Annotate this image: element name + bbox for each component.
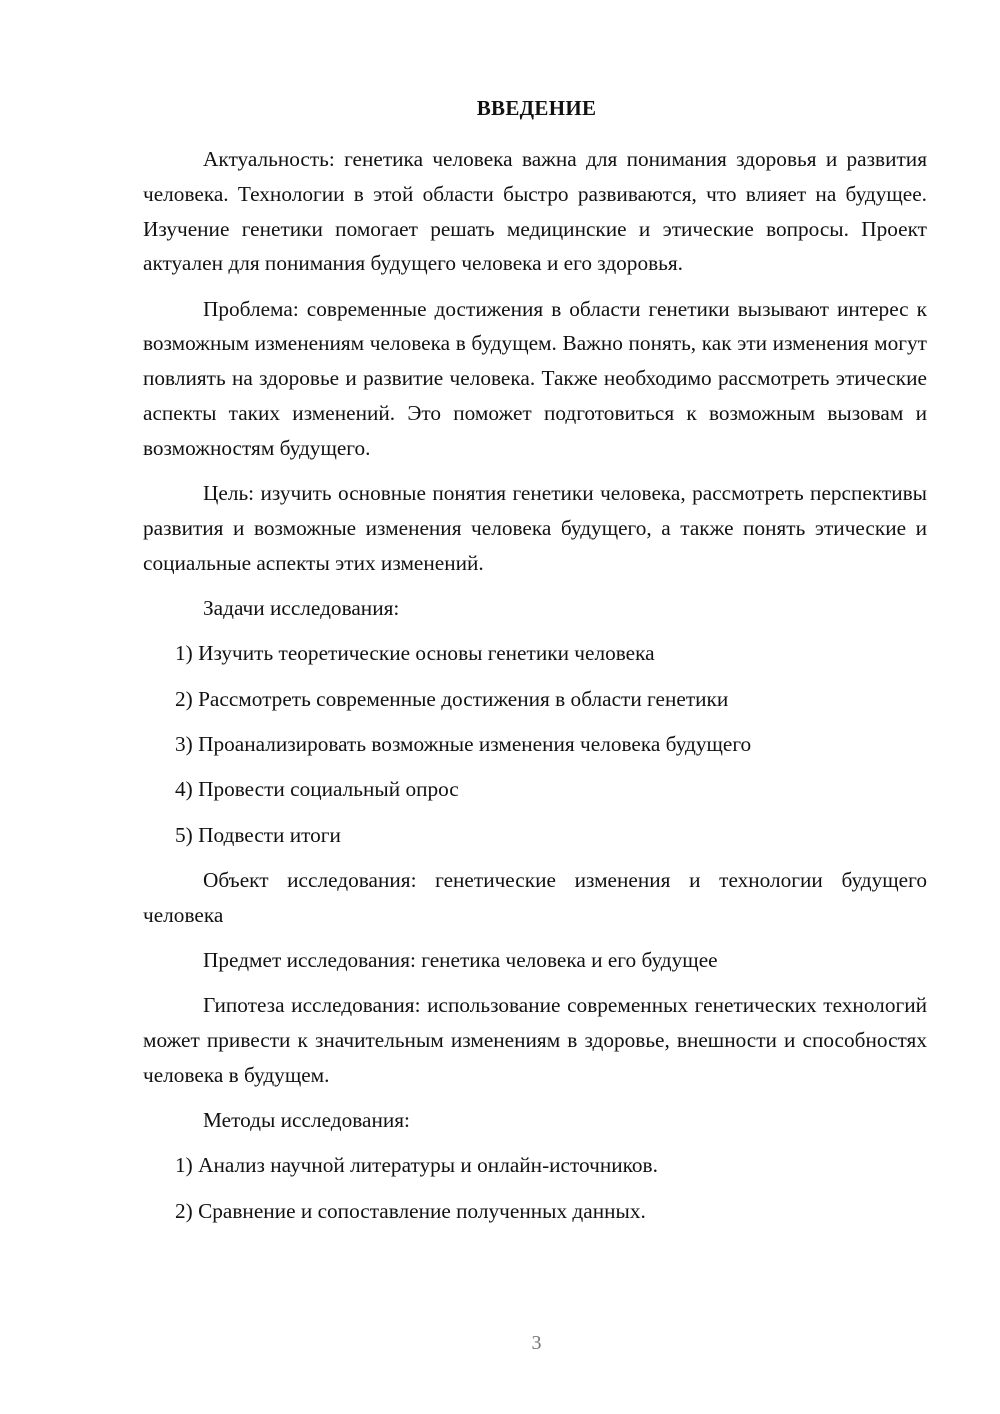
problem-paragraph: Проблема: современные достижения в области генетики вызывают интерес к возможным изменениям человека в будущем. Важно понять, как эти изменения могут повлиять на здоровье и развитие человека. Также необходимо рассмотреть этические аспекты таких изменений. Это поможет подготовиться к возможным вызовам и возможностям будущего. bbox=[143, 296, 927, 460]
method-item: 2) Сравнение и сопоставление полученных данных. bbox=[175, 1198, 646, 1223]
task-item: 1) Изучить теоретические основы генетики человека bbox=[175, 641, 655, 666]
document-body bbox=[143, 142, 927, 1239]
object-paragraph: Объект исследования: генетические изменения и технологии будущего человека bbox=[143, 867, 927, 927]
tasks-heading: Задачи исследования: bbox=[203, 596, 400, 621]
relevance-paragraph: Актуальность: генетика человека важна для понимания здоровья и развития человека. Технологии в этой области быстро развиваются, что влияет на будущее. Изучение генетики помогает решать медицинские и этические вопросы. Проект актуален для понимания будущего человека и его здоровья. bbox=[143, 147, 927, 276]
subject-paragraph: Предмет исследования: генетика человека и его будущее bbox=[203, 947, 718, 972]
methods-heading: Методы исследования: bbox=[203, 1108, 410, 1133]
task-item: 4) Провести социальный опрос bbox=[175, 777, 459, 802]
goal-paragraph: Цель: изучить основные понятия генетики человека, рассмотреть перспективы развития и возможные изменения человека будущего, а также понять этические и социальные аспекты этих изменений. bbox=[143, 481, 927, 575]
task-item: 3) Проанализировать возможные изменения человека будущего bbox=[175, 731, 752, 756]
page-title: ВВЕДЕНИЕ bbox=[476, 96, 597, 120]
hypothesis-paragraph: Гипотеза исследования: использование современных генетических технологий может привести к значительным изменениям в здоровье, внешности и способностях человека в будущем. bbox=[143, 993, 927, 1087]
task-item: 5) Подвести итоги bbox=[175, 822, 341, 847]
page-number: 3 bbox=[531, 1332, 542, 1354]
task-item: 2) Рассмотреть современные достижения в области генетики bbox=[175, 686, 729, 711]
method-item: 1) Анализ научной литературы и онлайн-источников. bbox=[175, 1153, 658, 1178]
